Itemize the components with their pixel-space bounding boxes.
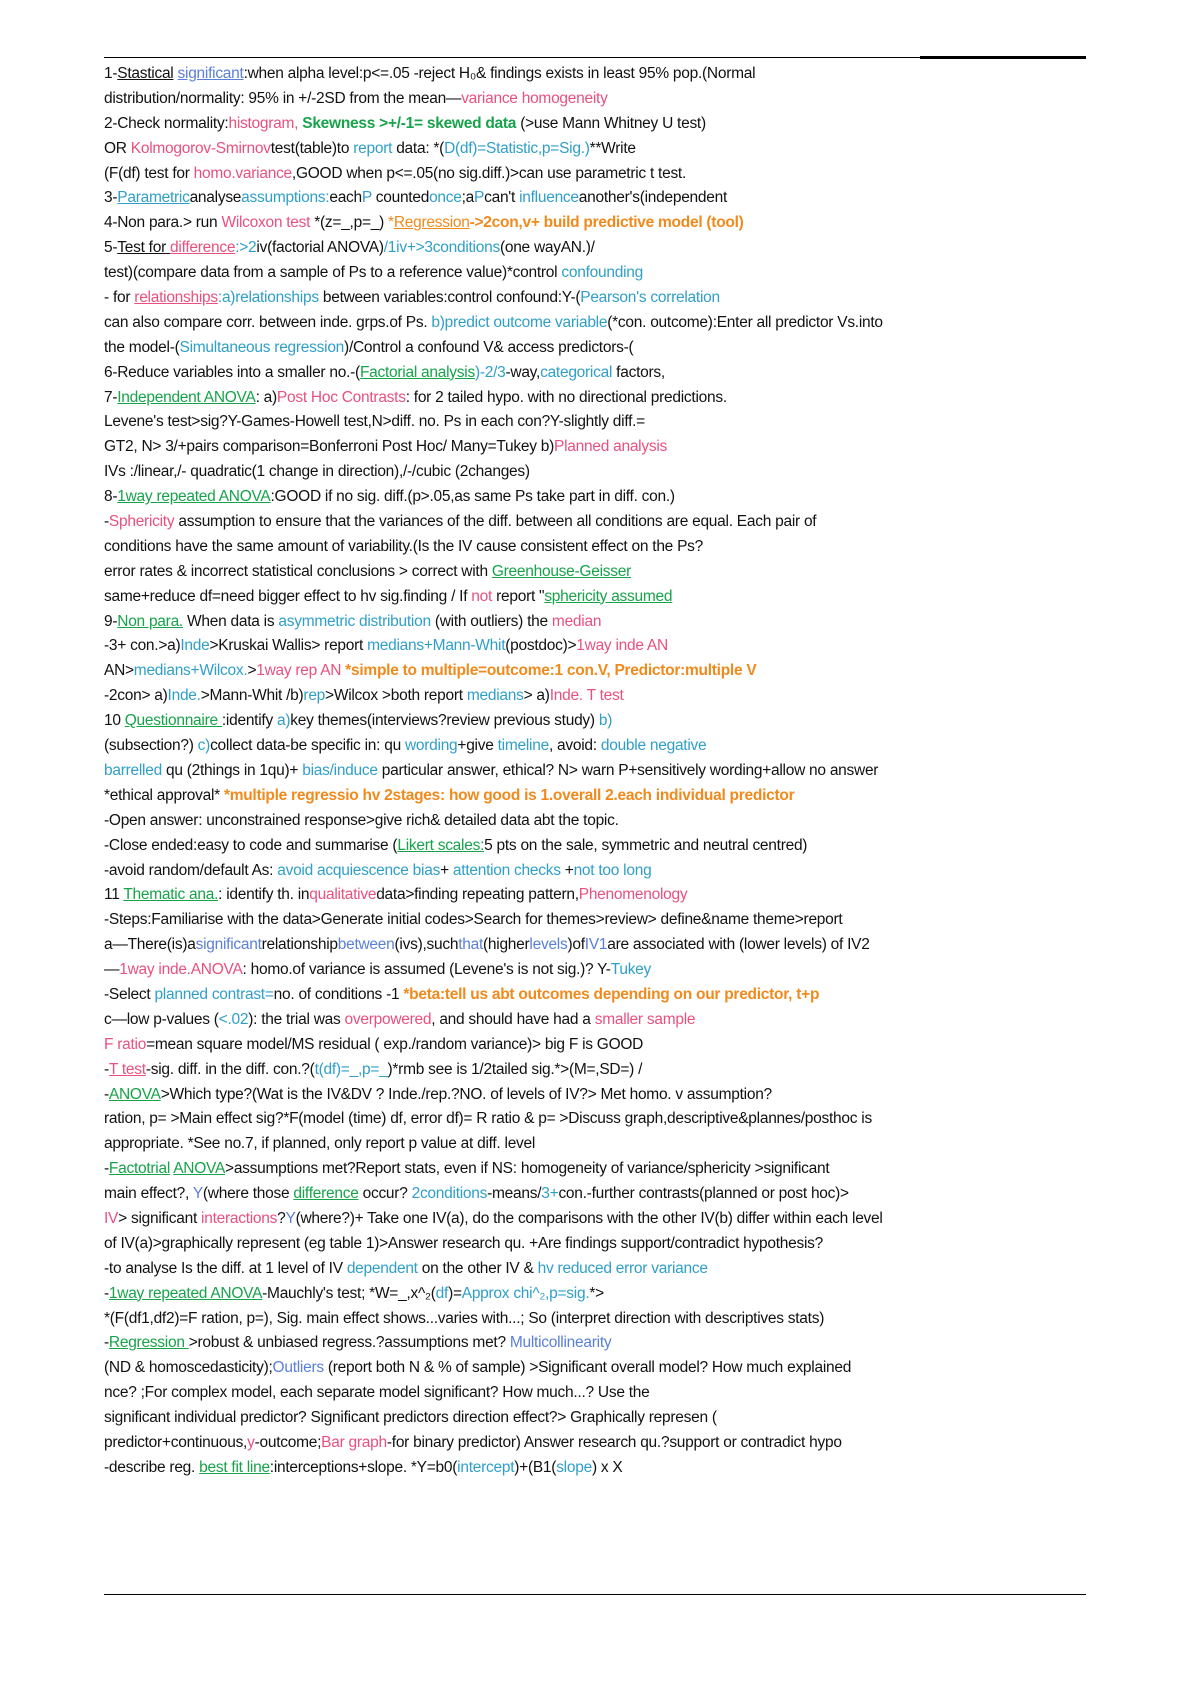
note-line	[104, 1132, 1094, 1157]
note-text: —	[104, 961, 120, 979]
note-text: )+(B1(	[514, 1458, 557, 1476]
note-text: 1way inde.ANOVA	[119, 961, 243, 979]
note-line	[104, 1083, 1094, 1108]
note-text: Skewness >+/-1= skewed data	[302, 114, 521, 132]
note-line	[104, 336, 1094, 361]
note-text: > significant	[118, 1209, 202, 1227]
note-text: D(df)=Statistic,p=Sig.)	[444, 139, 590, 157]
note-text: Non para.	[117, 612, 183, 630]
note-text: con.-further contrasts(planned or post hoc)>	[558, 1185, 849, 1203]
note-line	[104, 834, 1094, 859]
note-text: report	[353, 139, 393, 157]
note-text: =mean square model/MS residual ( exp./random variance)> big F is GOOD	[146, 1035, 644, 1053]
note-text: timeline	[497, 737, 549, 755]
note-text: double negative	[600, 737, 707, 755]
note-text: -	[104, 1085, 109, 1103]
note-text: :interceptions+slope. *Y=b0(	[269, 1458, 458, 1476]
note-line	[104, 535, 1094, 560]
note-text: P	[361, 189, 372, 207]
note-text: : a)	[255, 388, 277, 406]
note-text: -way,	[505, 363, 541, 381]
note-text: not too long	[573, 861, 652, 879]
note-text: :when alpha level:p<=.05 -reject H₀& findings exists in least 95% pop.(Normal	[243, 65, 756, 82]
note-text: ->2con,v+ build predictive model (tool)	[469, 214, 744, 232]
note-text: Planned analysis	[554, 438, 668, 456]
note-text: Questionnaire	[124, 712, 222, 730]
note-line	[104, 1406, 1094, 1431]
note-text: avoid acquiescence bias	[277, 861, 441, 879]
note-text: another's(independent	[578, 189, 728, 207]
note-text: report "	[492, 587, 545, 605]
note-line	[104, 709, 1094, 734]
note-line	[104, 983, 1094, 1008]
note-text: /1iv+>3conditions	[383, 239, 500, 257]
note-text: 2conditions	[411, 1185, 488, 1203]
note-text: Regression	[393, 214, 470, 232]
note-text: >assumptions met?Report stats, even if NS: homogeneity of variance/sphericity >significant	[225, 1160, 830, 1178]
note-text: categorical	[540, 363, 613, 381]
note-line	[104, 236, 1094, 261]
note-text: Sphericity	[108, 513, 175, 531]
note-text: Kolmogorov-Smirnov	[130, 139, 271, 157]
note-text: the model-(	[104, 338, 180, 356]
note-text: df	[435, 1284, 449, 1302]
note-text: 5 pts on the sale, symmetric and neutral centred)	[484, 836, 808, 854]
note-text: IV1	[584, 936, 608, 954]
note-line	[104, 1157, 1094, 1182]
note-text: 3-	[104, 189, 118, 207]
note-text: confounding	[561, 264, 643, 282]
note-line	[104, 1307, 1094, 1332]
note-text: influence	[519, 189, 579, 207]
note-text: -2con> a)	[104, 687, 168, 705]
note-line	[104, 211, 1094, 236]
note-text: F ratio	[104, 1035, 147, 1053]
note-text: (F(df) test for	[104, 164, 194, 182]
note-text: Levene's test>sig?Y-Games-Howell test,N>diff. no. Ps in each con?Y-slightly diff.=	[104, 413, 645, 431]
note-text: Phenomenology	[578, 886, 688, 904]
note-text: AN>	[104, 662, 134, 680]
note-text: y	[247, 1433, 255, 1451]
note-text: qualitative	[309, 886, 377, 904]
note-line	[104, 859, 1094, 884]
note-text: Likert scales:	[397, 836, 485, 854]
note-text: -to analyse Is the diff. at 1 level of IV	[104, 1259, 347, 1277]
note-text: -sig. diff. in the diff. con.?(	[145, 1060, 315, 1078]
note-text: between variables:control confound:Y-(	[318, 289, 581, 307]
note-line	[104, 809, 1094, 834]
note-line	[104, 933, 1094, 958]
note-text: interactions	[201, 1209, 278, 1227]
note-text: Stastical	[117, 65, 174, 82]
note-text: -	[104, 1284, 109, 1302]
note-text: ): the trial was	[248, 1010, 345, 1028]
note-text: -	[104, 1160, 109, 1178]
note-text: significant	[195, 936, 262, 954]
note-text: Inde	[180, 637, 210, 655]
note-text: 9-	[104, 612, 118, 630]
note-text: ANOVA	[173, 1160, 226, 1178]
note-text: OR	[104, 139, 131, 157]
note-line	[104, 361, 1094, 386]
note-text: -avoid random/default As:	[104, 861, 278, 879]
note-text: 7-	[104, 388, 118, 406]
note-text: slope	[556, 1458, 592, 1476]
note-text: Approx chi^₂,p=sig.	[461, 1284, 590, 1302]
note-text: asymmetric distribution	[278, 612, 431, 630]
note-text: ration, p= >Main effect sig?*F(model (time) df, error df)= R ratio & p= >Discuss graph,descriptive&plannes/posthoc is	[104, 1110, 872, 1128]
note-text: :identify	[221, 712, 277, 730]
note-text: (where?)+ Take one IV(a), do the comparisons with the other IV(b) differ within each level	[295, 1209, 883, 1227]
note-text: Y	[285, 1209, 296, 1227]
note-text: predictor+continuous,	[104, 1433, 248, 1451]
note-text: (one wayAN.)/	[499, 239, 595, 257]
note-line	[104, 1456, 1094, 1481]
note-text: sphericity assumed	[544, 587, 673, 605]
note-text: -Select	[104, 985, 155, 1003]
note-text: best fit line	[199, 1458, 270, 1476]
note-text: :GOOD if no sig. diff.(p>.05,as same Ps take part in diff. con.)	[270, 488, 675, 506]
note-text: once	[429, 189, 462, 207]
note-text: counted	[371, 189, 430, 207]
note-line	[104, 1232, 1094, 1257]
note-line	[104, 286, 1094, 311]
note-text: *(z=_,p=_)	[310, 214, 389, 232]
note-text: nce? ;For complex model, each separate model significant? How much...? Use the	[104, 1384, 650, 1402]
note-text: barrelled	[104, 761, 162, 779]
note-text: attention checks	[452, 861, 561, 879]
note-text: c)	[197, 737, 211, 755]
note-text: a—There(is)a	[104, 936, 196, 954]
note-text: -describe reg.	[104, 1458, 200, 1476]
note-text: 10	[104, 712, 125, 730]
note-text: Inde.	[167, 687, 201, 705]
note-text: not	[471, 587, 493, 605]
note-text: GT2, N> 3/+pairs comparison=Bonferroni Post Hoc/ Many=Tukey b)	[104, 438, 555, 456]
note-text: ANOVA	[108, 1085, 161, 1103]
note-text: Greenhouse-Geisser	[491, 562, 631, 580]
note-text: >Kruskai Wallis> report	[209, 637, 368, 655]
note-line	[104, 311, 1094, 336]
note-text: >robust & unbiased regress.?assumptions met?	[188, 1334, 510, 1352]
note-line	[104, 610, 1094, 635]
note-text: Regression	[108, 1334, 189, 1352]
note-text: )*rmb see is 1/2tailed sig.*>(M=,SD=) /	[387, 1060, 643, 1078]
header-rule-thick	[920, 56, 1086, 59]
note-line	[104, 1381, 1094, 1406]
note-text: 8-	[104, 488, 118, 506]
note-text: t(df)=_,p=_	[314, 1060, 388, 1078]
note-text: a)	[276, 712, 291, 730]
note-text: b)	[598, 712, 613, 730]
note-line	[104, 1356, 1094, 1381]
note-line	[104, 1182, 1094, 1207]
note-line	[104, 560, 1094, 585]
note-line	[104, 510, 1094, 535]
note-text: )/Control a confound V& access predictors-(	[344, 338, 634, 356]
note-text: -	[104, 1334, 109, 1352]
note-text: (where those	[202, 1185, 294, 1203]
note-text: Wilcoxon test	[221, 214, 311, 232]
note-line	[104, 186, 1094, 211]
note-text: Factotrial	[108, 1160, 171, 1178]
note-text: (postdoc)>	[505, 637, 577, 655]
note-text: -means/	[487, 1185, 542, 1203]
note-text: Multicollinearity	[509, 1334, 612, 1352]
note-text: significant	[177, 65, 244, 82]
notes-body	[104, 62, 1094, 1481]
note-text: particular answer, ethical? N> warn P+sensitively wording+allow no answer	[377, 761, 879, 779]
note-text: IV	[104, 1209, 119, 1227]
note-text: Parametric	[117, 189, 190, 207]
note-text: c—low p-values (	[104, 1010, 219, 1028]
note-text: 1way repeated ANOVA	[108, 1284, 263, 1302]
note-text: no. of conditions -1	[273, 985, 404, 1003]
note-text: overpowered	[344, 1010, 432, 1028]
note-line	[104, 585, 1094, 610]
note-text: *beta:tell us abt outcomes depending on our predictor, t+p	[403, 985, 820, 1003]
note-text: ,GOOD when p<=.05(no sig.diff.)>can use parametric t test.	[291, 164, 687, 182]
note-text: IVs :/linear,/- quadratic(1 change in direction),/-/cubic (2changes)	[104, 463, 530, 481]
note-line	[104, 261, 1094, 286]
note-text: ;a	[461, 189, 475, 207]
note-text: appropriate. *See no.7, if planned, only report p value at diff. level	[104, 1135, 536, 1153]
note-text: medians	[466, 687, 524, 705]
note-text: Inde. T test	[549, 687, 624, 705]
note-text: 1way rep AN	[256, 662, 346, 680]
note-line	[104, 162, 1094, 187]
note-text: between	[337, 936, 395, 954]
note-text: -	[104, 1060, 109, 1078]
note-text: -Open answer: unconstrained response>give rich& detailed data abt the topic.	[104, 811, 619, 829]
note-text: : homo.of variance is assumed (Levene's is not sig.)? Y-	[242, 961, 611, 979]
note-text: (with outliers) the	[430, 612, 552, 630]
note-text: , and should have had a	[431, 1010, 595, 1028]
note-text: Y	[192, 1185, 203, 1203]
note-text: Factorial analysis	[359, 363, 475, 381]
note-line	[104, 1282, 1094, 1307]
note-text: histogram,	[228, 114, 303, 132]
note-text: test(table)to	[270, 139, 354, 157]
note-text: assumptions:	[241, 189, 330, 207]
note-text: Bar graph	[321, 1433, 387, 1451]
note-text: error rates & incorrect statistical conclusions > correct with	[104, 562, 492, 580]
note-text: 6-Reduce variables into a smaller no.-(	[104, 363, 360, 381]
note-line	[104, 485, 1094, 510]
note-text: (ND & homoscedasticity);	[104, 1359, 273, 1377]
note-line	[104, 634, 1094, 659]
note-text: )=	[448, 1284, 462, 1302]
note-text: Outliers	[272, 1359, 324, 1377]
note-text: **Write	[589, 139, 636, 157]
note-text: distribution/normality: 95% in +/-2SD from the mean—	[104, 89, 462, 107]
note-text: median	[551, 612, 602, 630]
note-text: +	[440, 861, 453, 879]
note-text: iv(factorial ANOVA)	[256, 239, 384, 257]
note-text: can also compare corr. between inde. grps.of Ps.	[104, 313, 432, 331]
note-line	[104, 386, 1094, 411]
note-text: (*con. outcome):Enter all predictor Vs.into	[607, 313, 883, 331]
note-text: - for	[104, 289, 135, 307]
note-text: analyse	[189, 189, 242, 207]
note-text: relationship	[261, 936, 338, 954]
note-line	[104, 1058, 1094, 1083]
note-text: >	[247, 662, 257, 680]
note-text: *multiple regressio hv 2stages: how good is 1.overall 2.each individual predictor	[223, 786, 795, 804]
note-text: conditions have the same amount of variability.(Is the IV cause consistent effect on the Ps?	[104, 537, 703, 555]
note-text: test)(compare data from a sample of Ps to a reference value)*control	[104, 264, 562, 282]
note-text: ?	[277, 1209, 286, 1227]
note-text: >Wilcox >both report	[325, 687, 467, 705]
note-text: 5-	[104, 239, 118, 257]
note-text: factors,	[612, 363, 665, 381]
note-line	[104, 87, 1094, 112]
note-text: >Mann-Whit /b)	[200, 687, 304, 705]
note-line	[104, 1431, 1094, 1456]
note-text: 3+	[541, 1185, 559, 1203]
note-text: bias/induce	[302, 761, 378, 779]
note-text: -Steps:Familiarise with the data>Generate initial codes>Search for themes>review> define&name theme>report	[104, 911, 843, 929]
note-text: hv reduced error variance	[537, 1259, 708, 1277]
note-text: levels	[529, 936, 568, 954]
note-line	[104, 958, 1094, 983]
note-text: Test for	[117, 239, 171, 257]
note-text: -3+ con.>a)	[104, 637, 181, 655]
note-text: T test	[108, 1060, 146, 1078]
note-line	[104, 1008, 1094, 1033]
note-line	[104, 410, 1094, 435]
note-text: qu (2things in 1qu)+	[161, 761, 303, 779]
note-text: -	[104, 513, 109, 531]
note-line	[104, 659, 1094, 684]
note-line	[104, 1033, 1094, 1058]
note-text: main effect?,	[104, 1185, 193, 1203]
note-line	[104, 908, 1094, 933]
note-text: -for binary predictor) Answer research qu.?support or contradict hypo	[386, 1433, 842, 1451]
note-text: that	[458, 936, 484, 954]
note-text: :>2	[235, 239, 257, 257]
note-text: significant individual predictor? Significant predictors direction effect?> Graphically represen (	[104, 1409, 717, 1427]
note-line	[104, 62, 1094, 87]
note-text: wording	[404, 737, 458, 755]
note-text: <.02	[218, 1010, 249, 1028]
note-line	[104, 684, 1094, 709]
note-line	[104, 759, 1094, 784]
note-text: occur?	[358, 1185, 412, 1203]
footer-rule	[104, 1594, 1086, 1595]
note-text: difference	[293, 1185, 359, 1203]
note-text: 1way repeated ANOVA	[117, 488, 271, 506]
note-text: collect data-be specific in: qu	[210, 737, 405, 755]
note-text: b)predict outcome variable	[431, 313, 608, 331]
note-text: )of	[567, 936, 585, 954]
note-text: rep	[303, 687, 326, 705]
note-line	[104, 1207, 1094, 1232]
note-text: Pearson's correlation	[580, 289, 720, 307]
note-text: dependent	[346, 1259, 418, 1277]
note-text: data>finding repeating pattern,	[376, 886, 579, 904]
note-text: )-2/3	[474, 363, 506, 381]
note-text: on the other IV &	[417, 1259, 538, 1277]
note-line	[104, 1257, 1094, 1282]
note-text: *ethical approval*	[104, 786, 224, 804]
note-text: Independent ANOVA	[117, 388, 256, 406]
note-text: relationships	[134, 289, 218, 307]
note-text: *	[388, 214, 394, 232]
note-text: >Which type?(Wat is the IV&DV ? Inde./rep.?NO. of levels of IV?> Met homo. v assumption?	[160, 1085, 772, 1103]
note-text: P	[474, 189, 485, 207]
note-text: can't	[484, 189, 520, 207]
note-text: intercept	[457, 1458, 515, 1476]
note-line	[104, 784, 1094, 809]
note-text: 11	[104, 886, 124, 904]
note-text: medians+Mann-Whit	[367, 637, 506, 655]
note-text: *>	[589, 1284, 604, 1302]
note-text: homo.variance	[193, 164, 292, 182]
note-text: 1-	[104, 65, 118, 82]
note-line	[104, 1331, 1094, 1356]
note-text: (higher	[483, 936, 530, 954]
note-text: difference	[170, 239, 236, 257]
note-text: each	[329, 189, 362, 207]
note-text: medians+Wilcox.	[133, 662, 248, 680]
note-text: +give	[457, 737, 498, 755]
note-text: variance homogeneity	[461, 89, 608, 107]
note-text: 2-Check normality:	[104, 114, 229, 132]
note-text: *simple to multiple=outcome:1 con.V, Predictor:multiple V	[345, 662, 757, 680]
note-text: , avoid:	[548, 737, 601, 755]
note-line	[104, 1107, 1094, 1132]
note-text: Tukey	[610, 961, 652, 979]
note-text: data: *(	[392, 139, 445, 157]
note-text: Simultaneous regression	[179, 338, 345, 356]
note-text: (subsection?)	[104, 737, 198, 755]
note-text: *(F(df1,df2)=F ration, p=), Sig. main effect shows...varies with...; So (interpret direction with descriptives stats)	[104, 1309, 825, 1327]
note-text: ) x X	[591, 1458, 623, 1476]
note-line	[104, 460, 1094, 485]
note-line	[104, 112, 1094, 137]
note-text: (ivs),such	[394, 936, 459, 954]
note-text: are associated with (lower levels) of IV2	[607, 936, 870, 954]
note-text: smaller sample	[594, 1010, 696, 1028]
note-text: 4-Non para.> run	[104, 214, 222, 232]
note-text: planned contrast=	[154, 985, 274, 1003]
note-text: +	[560, 861, 574, 879]
note-text: Post Hoc Contrasts	[276, 388, 406, 406]
note-text: Thematic ana.	[123, 886, 219, 904]
note-text: key themes(interviews?review previous study)	[290, 712, 599, 730]
note-text: > a)	[523, 687, 550, 705]
note-text: same+reduce df=need bigger effect to hv sig.finding / If	[104, 587, 472, 605]
note-line	[104, 137, 1094, 162]
note-text: (>use Mann Whitney U test)	[520, 114, 706, 132]
note-text: -Mauchly's test; *W=_,x^₂(	[262, 1284, 436, 1302]
note-text: -Close ended:easy to code and summarise (	[104, 836, 398, 854]
note-line	[104, 734, 1094, 759]
note-text: :a)relationships	[217, 289, 319, 307]
note-text: : identify th. in	[218, 886, 310, 904]
note-text: -outcome;	[254, 1433, 322, 1451]
note-text: assumption to ensure that the variances of the diff. between all conditions are equal. Each pair of	[174, 513, 817, 531]
note-text: 1way inde AN	[576, 637, 668, 655]
note-text: (report both N & % of sample) >Significant overall model? How much explained	[323, 1359, 852, 1377]
note-line	[104, 883, 1094, 908]
note-text: of IV(a)>graphically represent (eg table 1)>Answer research qu. +Are findings support/contradict hypothesis?	[104, 1234, 823, 1252]
note-line	[104, 435, 1094, 460]
note-text: When data is	[182, 612, 279, 630]
note-text: : for 2 tailed hypo. with no directional predictions.	[405, 388, 727, 406]
